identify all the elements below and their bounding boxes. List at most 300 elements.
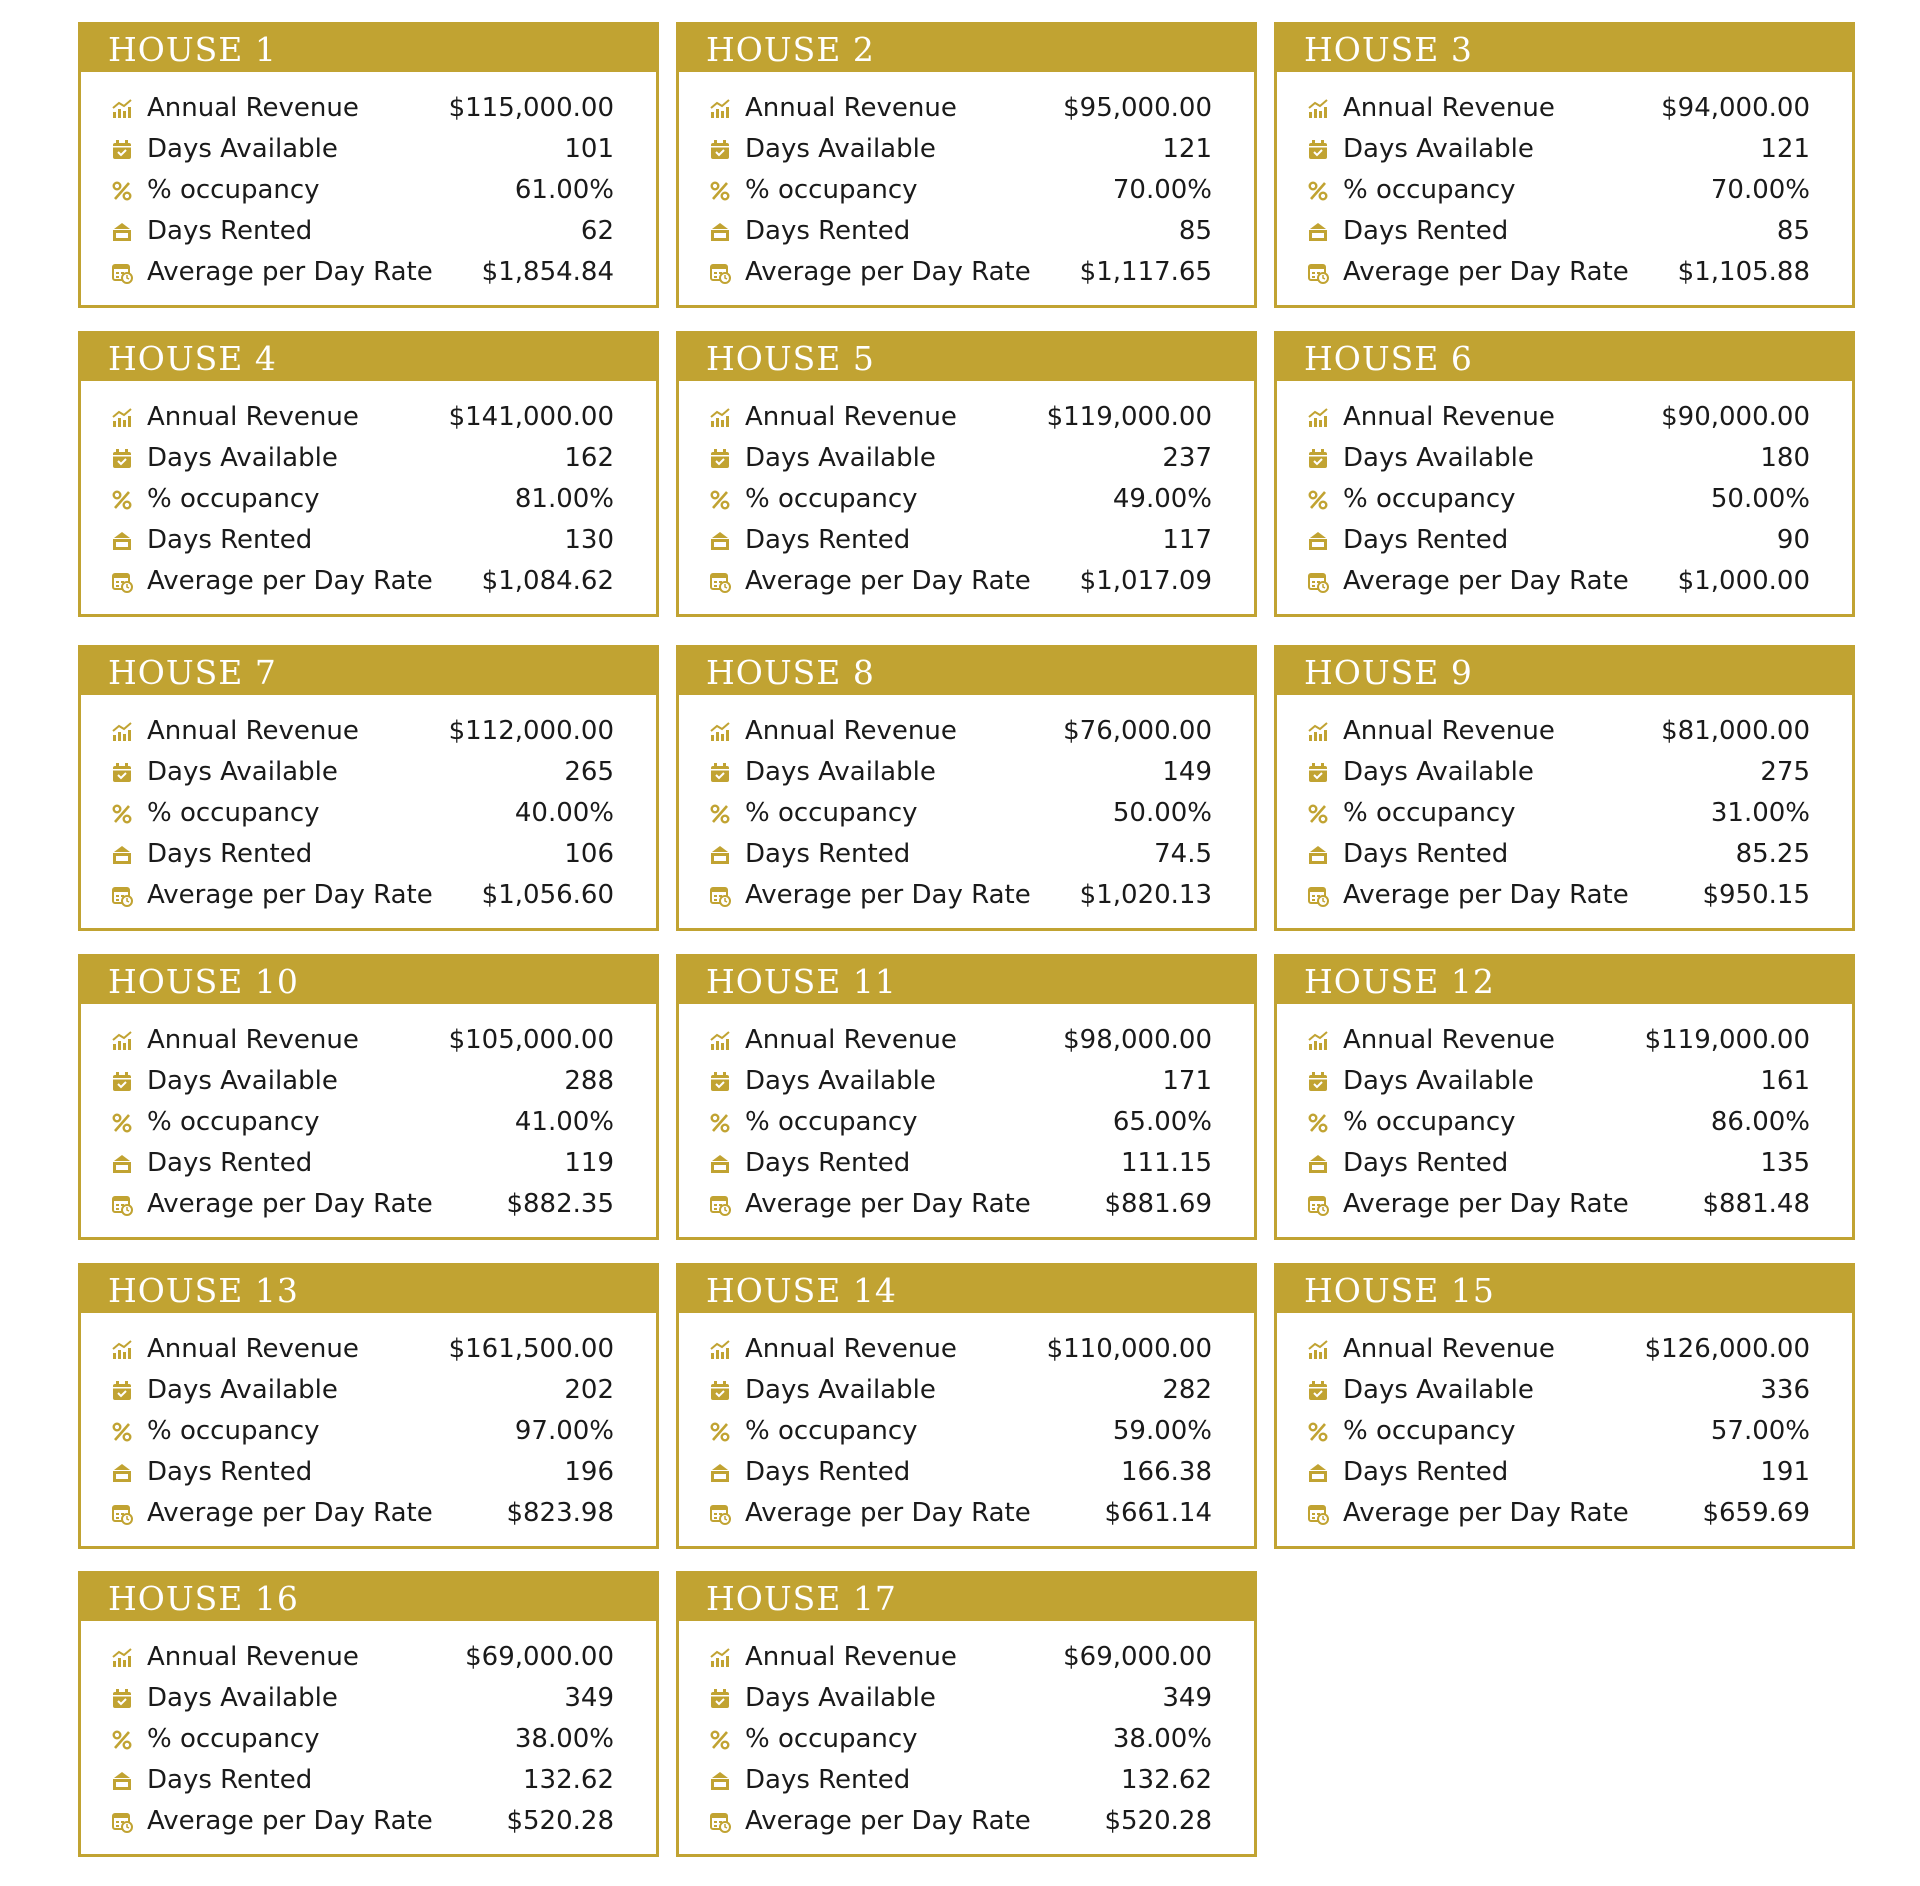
stat-value: $1,105.88 <box>1677 256 1810 287</box>
house-title: HOUSE 11 <box>679 957 1254 1004</box>
rent-sign-icon <box>709 1769 731 1791</box>
stat-value: $141,000.00 <box>448 401 614 432</box>
house-card-15 <box>1274 1263 1855 1549</box>
percent-icon <box>709 1728 731 1750</box>
stat-label: Days Rented <box>147 838 313 869</box>
house-card-10 <box>78 954 659 1240</box>
stat-value: 70.00% <box>1710 174 1810 205</box>
stat-row-occupancy <box>111 792 614 833</box>
calendar-check-icon <box>111 1070 133 1092</box>
stat-value: $161,500.00 <box>448 1333 614 1364</box>
stat-row-days_available <box>709 1060 1212 1101</box>
stat-row-days_available <box>709 1677 1212 1718</box>
house-card-6 <box>1274 331 1855 617</box>
house-card-3 <box>1274 22 1855 308</box>
stat-value: 119 <box>564 1147 614 1178</box>
revenue-chart-icon <box>709 406 731 428</box>
rent-sign-icon <box>111 1461 133 1483</box>
stat-value: 202 <box>564 1374 614 1405</box>
stat-row-occupancy <box>111 169 614 210</box>
stat-label: Days Rented <box>1343 1147 1509 1178</box>
stat-row-days_rented <box>709 210 1212 251</box>
stat-value: 50.00% <box>1112 797 1212 828</box>
stat-label: % occupancy <box>1343 483 1516 514</box>
calendar-check-icon <box>709 761 731 783</box>
stat-value: 191 <box>1760 1456 1810 1487</box>
stat-row-days_available <box>1307 1369 1810 1410</box>
stat-value: 70.00% <box>1112 174 1212 205</box>
house-card-5 <box>676 331 1257 617</box>
stat-label: Annual Revenue <box>147 715 359 746</box>
stats-list <box>1277 1313 1852 1533</box>
stat-value: $69,000.00 <box>465 1641 614 1672</box>
stats-list <box>1277 695 1852 915</box>
stat-label: Average per Day Rate <box>147 1188 433 1219</box>
stat-row-occupancy <box>1307 1101 1810 1142</box>
house-card-2 <box>676 22 1257 308</box>
stat-row-avg_day_rate <box>709 874 1212 915</box>
percent-icon <box>111 1420 133 1442</box>
stat-row-occupancy <box>1307 1410 1810 1451</box>
stats-list <box>81 1621 656 1841</box>
stat-label: Annual Revenue <box>745 715 957 746</box>
stat-label: Days Rented <box>147 1764 313 1795</box>
stat-label: Days Rented <box>745 1764 911 1795</box>
stat-label: Days Rented <box>1343 1456 1509 1487</box>
stat-row-occupancy <box>709 478 1212 519</box>
stat-label: % occupancy <box>745 1723 918 1754</box>
calendar-check-icon <box>1307 447 1329 469</box>
stat-row-days_available <box>709 128 1212 169</box>
stat-row-occupancy <box>111 1718 614 1759</box>
calendar-rate-icon <box>1307 1193 1329 1215</box>
stat-value: $126,000.00 <box>1644 1333 1810 1364</box>
stat-label: Average per Day Rate <box>745 1805 1031 1836</box>
calendar-check-icon <box>1307 1379 1329 1401</box>
stat-value: 90 <box>1776 524 1810 555</box>
calendar-rate-icon <box>111 1502 133 1524</box>
house-card-7 <box>78 645 659 931</box>
stat-label: Annual Revenue <box>745 401 957 432</box>
stat-label: Days Available <box>1343 1065 1534 1096</box>
stat-value: 62 <box>580 215 614 246</box>
revenue-chart-icon <box>709 1029 731 1051</box>
stat-row-days_available <box>111 128 614 169</box>
revenue-chart-icon <box>1307 406 1329 428</box>
stat-value: 40.00% <box>514 797 614 828</box>
stat-row-annual_revenue <box>709 1019 1212 1060</box>
stats-list <box>679 1004 1254 1224</box>
stat-row-days_available <box>1307 1060 1810 1101</box>
revenue-chart-icon <box>709 1646 731 1668</box>
stat-row-occupancy <box>111 478 614 519</box>
stat-label: Average per Day Rate <box>745 1497 1031 1528</box>
stat-value: 288 <box>564 1065 614 1096</box>
stat-label: Days Available <box>745 1065 936 1096</box>
calendar-rate-icon <box>111 261 133 283</box>
stat-row-occupancy <box>709 1410 1212 1451</box>
stat-value: $1,020.13 <box>1079 879 1212 910</box>
stat-row-annual_revenue <box>709 710 1212 751</box>
stat-value: 117 <box>1162 524 1212 555</box>
house-card-11 <box>676 954 1257 1240</box>
house-title: HOUSE 2 <box>679 25 1254 72</box>
stat-value: $110,000.00 <box>1046 1333 1212 1364</box>
stat-row-days_rented <box>111 519 614 560</box>
stats-list <box>81 72 656 292</box>
percent-icon <box>1307 1111 1329 1133</box>
stat-row-occupancy <box>709 1101 1212 1142</box>
stat-row-avg_day_rate <box>111 251 614 292</box>
calendar-check-icon <box>111 1687 133 1709</box>
stat-row-days_rented <box>709 1142 1212 1183</box>
stats-list <box>679 1313 1254 1533</box>
rent-sign-icon <box>1307 220 1329 242</box>
stat-value: 57.00% <box>1710 1415 1810 1446</box>
stat-label: Annual Revenue <box>1343 1333 1555 1364</box>
stat-value: $823.98 <box>506 1497 614 1528</box>
rent-sign-icon <box>709 529 731 551</box>
stat-value: 121 <box>1162 133 1212 164</box>
calendar-rate-icon <box>111 884 133 906</box>
house-card-8 <box>676 645 1257 931</box>
stats-list <box>1277 72 1852 292</box>
stat-value: 31.00% <box>1710 797 1810 828</box>
house-title: HOUSE 5 <box>679 334 1254 381</box>
stat-value: 106 <box>564 838 614 869</box>
stat-row-days_available <box>111 751 614 792</box>
house-title: HOUSE 8 <box>679 648 1254 695</box>
stat-row-avg_day_rate <box>111 874 614 915</box>
stat-value: 86.00% <box>1710 1106 1810 1137</box>
calendar-rate-icon <box>111 1193 133 1215</box>
rent-sign-icon <box>1307 529 1329 551</box>
stat-label: Annual Revenue <box>147 1333 359 1364</box>
stat-row-days_rented <box>1307 1451 1810 1492</box>
stat-row-annual_revenue <box>709 1328 1212 1369</box>
stat-label: Days Available <box>745 442 936 473</box>
stat-row-occupancy <box>1307 478 1810 519</box>
stat-label: Days Available <box>147 1065 338 1096</box>
stat-row-days_available <box>111 437 614 478</box>
stat-value: $950.15 <box>1702 879 1810 910</box>
stat-label: Days Available <box>1343 756 1534 787</box>
stat-value: 85.25 <box>1735 838 1810 869</box>
stat-row-annual_revenue <box>709 396 1212 437</box>
stat-value: 237 <box>1162 442 1212 473</box>
percent-icon <box>709 1420 731 1442</box>
stat-value: $881.69 <box>1104 1188 1212 1219</box>
stat-row-annual_revenue <box>1307 1328 1810 1369</box>
stat-label: Days Available <box>147 1682 338 1713</box>
stat-label: Average per Day Rate <box>745 256 1031 287</box>
stat-value: 85 <box>1178 215 1212 246</box>
stat-row-annual_revenue <box>111 1019 614 1060</box>
stat-label: Days Rented <box>1343 215 1509 246</box>
stat-label: Days Available <box>745 756 936 787</box>
stat-label: Days Available <box>1343 133 1534 164</box>
stat-value: $76,000.00 <box>1063 715 1212 746</box>
rent-sign-icon <box>709 1461 731 1483</box>
percent-icon <box>709 802 731 824</box>
stat-label: % occupancy <box>1343 797 1516 828</box>
stats-list <box>81 1004 656 1224</box>
stat-label: % occupancy <box>147 174 320 205</box>
rent-sign-icon <box>111 529 133 551</box>
house-card-17 <box>676 1571 1257 1857</box>
house-title: HOUSE 15 <box>1277 1266 1852 1313</box>
stat-label: Days Available <box>147 133 338 164</box>
stat-label: Average per Day Rate <box>147 256 433 287</box>
stats-list <box>679 72 1254 292</box>
stat-label: Annual Revenue <box>745 1333 957 1364</box>
stat-row-days_available <box>709 1369 1212 1410</box>
percent-icon <box>111 179 133 201</box>
calendar-rate-icon <box>1307 1502 1329 1524</box>
house-card-1 <box>78 22 659 308</box>
revenue-chart-icon <box>111 720 133 742</box>
calendar-check-icon <box>111 761 133 783</box>
rent-sign-icon <box>1307 1461 1329 1483</box>
stat-label: % occupancy <box>147 483 320 514</box>
calendar-rate-icon <box>1307 261 1329 283</box>
stat-row-annual_revenue <box>1307 396 1810 437</box>
stat-row-days_rented <box>1307 210 1810 251</box>
stat-row-days_rented <box>111 210 614 251</box>
calendar-rate-icon <box>709 1193 731 1215</box>
stat-label: Days Rented <box>745 1147 911 1178</box>
stat-label: Annual Revenue <box>745 92 957 123</box>
stat-value: 65.00% <box>1112 1106 1212 1137</box>
rent-sign-icon <box>1307 1152 1329 1174</box>
stat-row-annual_revenue <box>1307 710 1810 751</box>
revenue-chart-icon <box>111 1029 133 1051</box>
calendar-check-icon <box>1307 138 1329 160</box>
stat-value: 111.15 <box>1121 1147 1212 1178</box>
stat-value: $1,017.09 <box>1079 565 1212 596</box>
stat-label: Days Rented <box>745 1456 911 1487</box>
calendar-check-icon <box>709 138 731 160</box>
revenue-chart-icon <box>111 1338 133 1360</box>
stat-label: Annual Revenue <box>1343 1024 1555 1055</box>
stat-label: Annual Revenue <box>1343 715 1555 746</box>
stat-value: $520.28 <box>1104 1805 1212 1836</box>
house-card-13 <box>78 1263 659 1549</box>
stat-row-avg_day_rate <box>709 1800 1212 1841</box>
stat-value: 349 <box>564 1682 614 1713</box>
stat-value: 130 <box>564 524 614 555</box>
stat-value: 161 <box>1760 1065 1810 1096</box>
stat-row-annual_revenue <box>1307 87 1810 128</box>
stat-value: $881.48 <box>1702 1188 1810 1219</box>
stat-label: % occupancy <box>1343 174 1516 205</box>
stat-label: Days Available <box>147 756 338 787</box>
stat-label: Days Rented <box>147 524 313 555</box>
stats-list <box>679 695 1254 915</box>
stat-row-days_available <box>1307 128 1810 169</box>
stat-row-days_rented <box>709 1759 1212 1800</box>
stat-row-annual_revenue <box>709 1636 1212 1677</box>
stat-label: Days Available <box>745 1374 936 1405</box>
stat-row-occupancy <box>709 792 1212 833</box>
stat-value: 275 <box>1760 756 1810 787</box>
stat-row-days_available <box>111 1677 614 1718</box>
stat-value: 97.00% <box>514 1415 614 1446</box>
stat-value: $119,000.00 <box>1644 1024 1810 1055</box>
calendar-check-icon <box>709 1070 731 1092</box>
stat-value: 50.00% <box>1710 483 1810 514</box>
percent-icon <box>111 1728 133 1750</box>
stat-value: 135 <box>1760 1147 1810 1178</box>
calendar-rate-icon <box>709 884 731 906</box>
stat-label: % occupancy <box>745 1106 918 1137</box>
revenue-chart-icon <box>709 97 731 119</box>
stat-value: 349 <box>1162 1682 1212 1713</box>
stat-value: 85 <box>1776 215 1810 246</box>
stat-label: Days Available <box>1343 1374 1534 1405</box>
calendar-rate-icon <box>111 570 133 592</box>
stat-row-avg_day_rate <box>111 1800 614 1841</box>
stat-label: % occupancy <box>147 1723 320 1754</box>
house-title: HOUSE 16 <box>81 1574 656 1621</box>
stat-row-avg_day_rate <box>709 1183 1212 1224</box>
revenue-chart-icon <box>1307 1029 1329 1051</box>
stat-label: Average per Day Rate <box>745 879 1031 910</box>
stat-label: Days Rented <box>745 838 911 869</box>
stat-value: $95,000.00 <box>1063 92 1212 123</box>
revenue-chart-icon <box>1307 1338 1329 1360</box>
calendar-rate-icon <box>111 1810 133 1832</box>
calendar-rate-icon <box>709 1502 731 1524</box>
house-title: HOUSE 17 <box>679 1574 1254 1621</box>
house-title: HOUSE 3 <box>1277 25 1852 72</box>
stat-label: Annual Revenue <box>147 1024 359 1055</box>
stat-label: Average per Day Rate <box>745 1188 1031 1219</box>
stat-value: 41.00% <box>514 1106 614 1137</box>
percent-icon <box>1307 802 1329 824</box>
stat-row-days_rented <box>709 1451 1212 1492</box>
stat-row-days_available <box>709 437 1212 478</box>
stats-list <box>1277 1004 1852 1224</box>
stat-value: $661.14 <box>1104 1497 1212 1528</box>
stat-value: $1,000.00 <box>1677 565 1810 596</box>
stat-row-days_rented <box>111 1451 614 1492</box>
stat-value: 265 <box>564 756 614 787</box>
stat-row-avg_day_rate <box>111 1492 614 1533</box>
stat-row-annual_revenue <box>111 1328 614 1369</box>
stat-row-occupancy <box>1307 792 1810 833</box>
stat-row-avg_day_rate <box>111 560 614 601</box>
stat-value: 38.00% <box>514 1723 614 1754</box>
house-title: HOUSE 1 <box>81 25 656 72</box>
stat-value: 196 <box>564 1456 614 1487</box>
stat-label: Days Available <box>147 1374 338 1405</box>
stat-row-occupancy <box>111 1101 614 1142</box>
stat-label: Days Rented <box>1343 838 1509 869</box>
stat-value: $1,117.65 <box>1079 256 1212 287</box>
percent-icon <box>709 179 731 201</box>
stat-value: $69,000.00 <box>1063 1641 1212 1672</box>
stat-row-avg_day_rate <box>1307 1183 1810 1224</box>
stat-label: Days Rented <box>147 1456 313 1487</box>
calendar-rate-icon <box>1307 884 1329 906</box>
stat-row-days_rented <box>709 519 1212 560</box>
stat-label: % occupancy <box>1343 1106 1516 1137</box>
stat-value: 132.62 <box>523 1764 614 1795</box>
rent-sign-icon <box>709 843 731 865</box>
stat-value: $98,000.00 <box>1063 1024 1212 1055</box>
stat-label: Average per Day Rate <box>1343 1497 1629 1528</box>
stat-label: Average per Day Rate <box>1343 879 1629 910</box>
revenue-chart-icon <box>1307 97 1329 119</box>
stat-value: $112,000.00 <box>448 715 614 746</box>
stat-label: Average per Day Rate <box>1343 565 1629 596</box>
stat-value: 171 <box>1162 1065 1212 1096</box>
house-card-16 <box>78 1571 659 1857</box>
stat-row-occupancy <box>111 1410 614 1451</box>
rent-sign-icon <box>111 1152 133 1174</box>
stat-value: $90,000.00 <box>1661 401 1810 432</box>
stat-row-occupancy <box>709 169 1212 210</box>
rent-sign-icon <box>111 843 133 865</box>
stat-row-annual_revenue <box>111 87 614 128</box>
stat-row-avg_day_rate <box>709 560 1212 601</box>
percent-icon <box>709 1111 731 1133</box>
stat-value: 180 <box>1760 442 1810 473</box>
stat-value: $119,000.00 <box>1046 401 1212 432</box>
stat-row-days_rented <box>709 833 1212 874</box>
stat-label: Days Available <box>745 1682 936 1713</box>
revenue-chart-icon <box>1307 720 1329 742</box>
stat-label: % occupancy <box>1343 1415 1516 1446</box>
house-card-12 <box>1274 954 1855 1240</box>
calendar-rate-icon <box>709 1810 731 1832</box>
stat-label: Annual Revenue <box>1343 401 1555 432</box>
stats-list <box>81 1313 656 1533</box>
stat-label: % occupancy <box>745 797 918 828</box>
stat-row-days_available <box>111 1060 614 1101</box>
revenue-chart-icon <box>111 406 133 428</box>
stat-row-avg_day_rate <box>1307 874 1810 915</box>
stat-label: % occupancy <box>147 1415 320 1446</box>
stat-row-days_rented <box>1307 833 1810 874</box>
percent-icon <box>111 488 133 510</box>
stat-row-occupancy <box>1307 169 1810 210</box>
stat-value: 38.00% <box>1112 1723 1212 1754</box>
calendar-check-icon <box>111 138 133 160</box>
stat-row-annual_revenue <box>111 710 614 751</box>
house-title: HOUSE 14 <box>679 1266 1254 1313</box>
calendar-check-icon <box>111 447 133 469</box>
stat-label: Days Available <box>1343 442 1534 473</box>
rent-sign-icon <box>1307 843 1329 865</box>
stat-value: $115,000.00 <box>448 92 614 123</box>
stat-value: 336 <box>1760 1374 1810 1405</box>
stat-label: Days Available <box>147 442 338 473</box>
stat-value: 162 <box>564 442 614 473</box>
calendar-check-icon <box>111 1379 133 1401</box>
stat-value: $1,854.84 <box>481 256 614 287</box>
house-title: HOUSE 9 <box>1277 648 1852 695</box>
stat-value: 166.38 <box>1121 1456 1212 1487</box>
calendar-check-icon <box>709 1379 731 1401</box>
calendar-rate-icon <box>709 261 731 283</box>
stat-value: $1,056.60 <box>481 879 614 910</box>
percent-icon <box>709 488 731 510</box>
calendar-check-icon <box>1307 1070 1329 1092</box>
stat-label: % occupancy <box>147 797 320 828</box>
stat-label: Annual Revenue <box>745 1641 957 1672</box>
